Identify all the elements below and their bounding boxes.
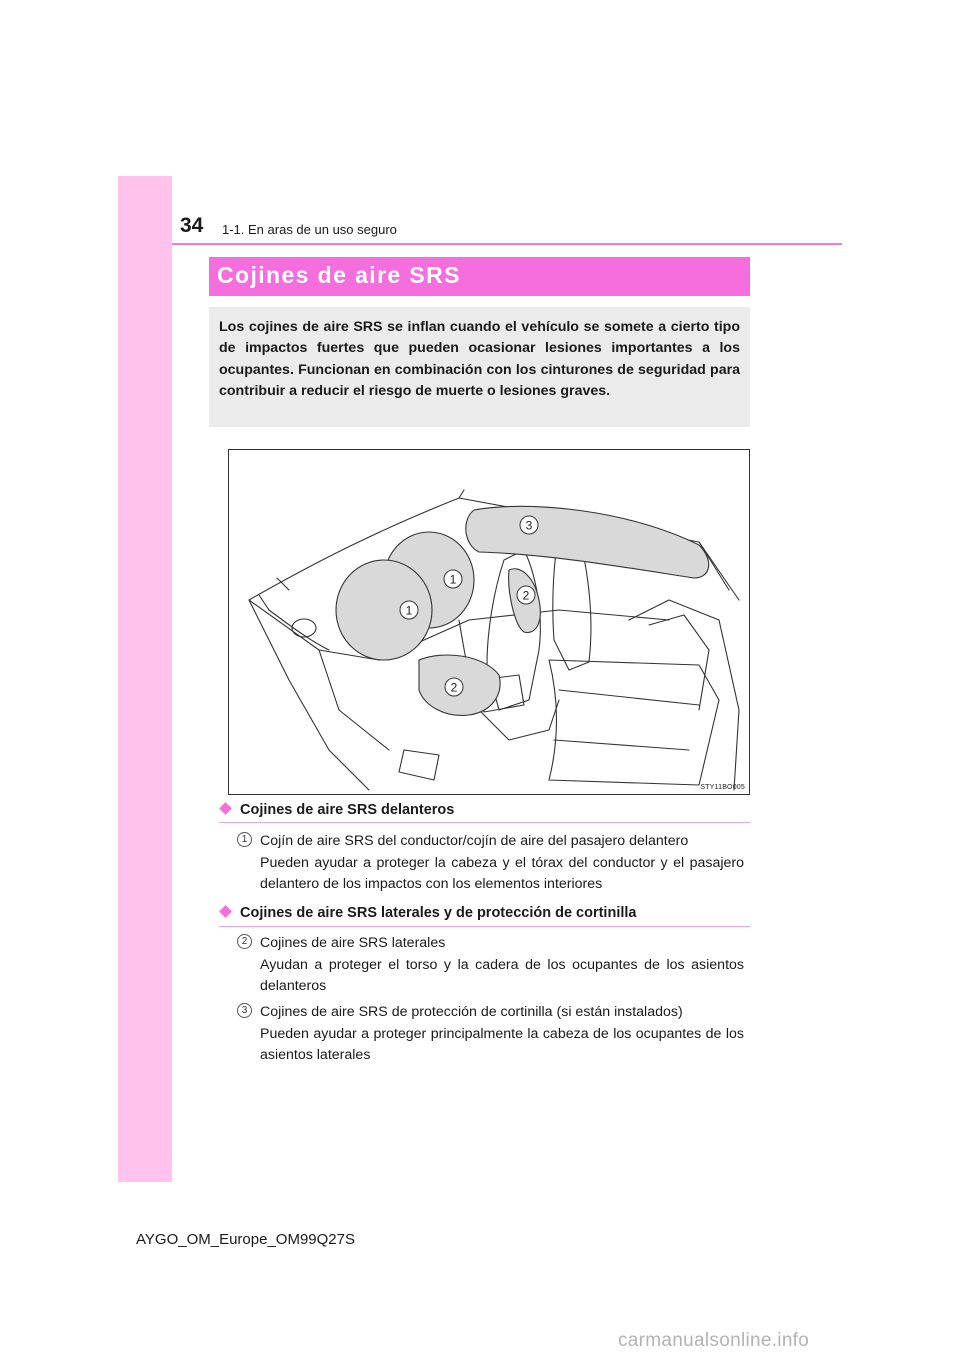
item-number-badge: 1 — [237, 832, 252, 847]
item-description: Pueden ayudar a proteger la cabeza y el tórax del conductor y el pasajero delantero de los impactos con los elementos interiores — [260, 855, 744, 892]
breadcrumb: 1-1. En aras de un uso seguro — [222, 222, 397, 237]
page-number: 34 — [180, 214, 204, 237]
car-interior-drawing — [229, 450, 749, 794]
callout-2-front: 2 — [450, 680, 458, 695]
chapter-side-tab — [118, 176, 172, 1182]
figure-code: STY11BO005 — [700, 784, 745, 791]
intro-text: Los cojines de aire SRS se inflan cuando el vehículo se somete a cierto tipo de impactos fuertes que pueden ocasionar lesiones importantes a los ocupantes. Funcionan en combinación con los cinturones de seguridad para contribuir a reducir el riesgo de muerte o lesiones graves. — [219, 319, 740, 400]
diamond-bullet-icon — [219, 802, 232, 815]
airbag-illustration — [228, 449, 750, 795]
subsection-heading-side-curtain — [219, 905, 636, 921]
callout-1-passenger: 1 — [449, 572, 457, 587]
callout-1-driver: 1 — [405, 603, 413, 618]
subsection-divider — [219, 822, 750, 823]
callout-3: 3 — [525, 518, 533, 533]
intro-box — [209, 307, 750, 427]
section-title: Cojines de aire SRS — [217, 262, 461, 288]
item-number-badge: 2 — [237, 934, 252, 949]
header-divider — [172, 243, 842, 245]
subsection-heading-text: Cojines de aire SRS delanteros — [240, 802, 455, 818]
watermark: carmanualsonline.info — [618, 1330, 810, 1351]
item-description: Pueden ayudar a proteger principalmente la cabeza de los ocupantes de los asientos laterales — [260, 1026, 744, 1063]
document-id: AYGO_OM_Europe_OM99Q27S — [136, 1231, 355, 1248]
item-number-badge: 3 — [237, 1003, 252, 1018]
diamond-bullet-icon — [219, 905, 232, 918]
subsection-divider — [219, 926, 750, 927]
item-title: Cojines de aire SRS de protección de cortinilla (si están instalados) — [260, 1004, 683, 1020]
subsection-heading-text: Cojines de aire SRS laterales y de protección de cortinilla — [240, 905, 637, 921]
item-title: Cojines de aire SRS laterales — [260, 935, 446, 951]
callout-2-rear: 2 — [522, 588, 530, 603]
subsection-heading-front — [219, 802, 454, 818]
item-title: Cojín de aire SRS del conductor/cojín de aire del pasajero delantero — [260, 833, 689, 849]
item-description: Ayudan a proteger el torso y la cadera de los ocupantes de los asientos delanteros — [260, 957, 744, 994]
